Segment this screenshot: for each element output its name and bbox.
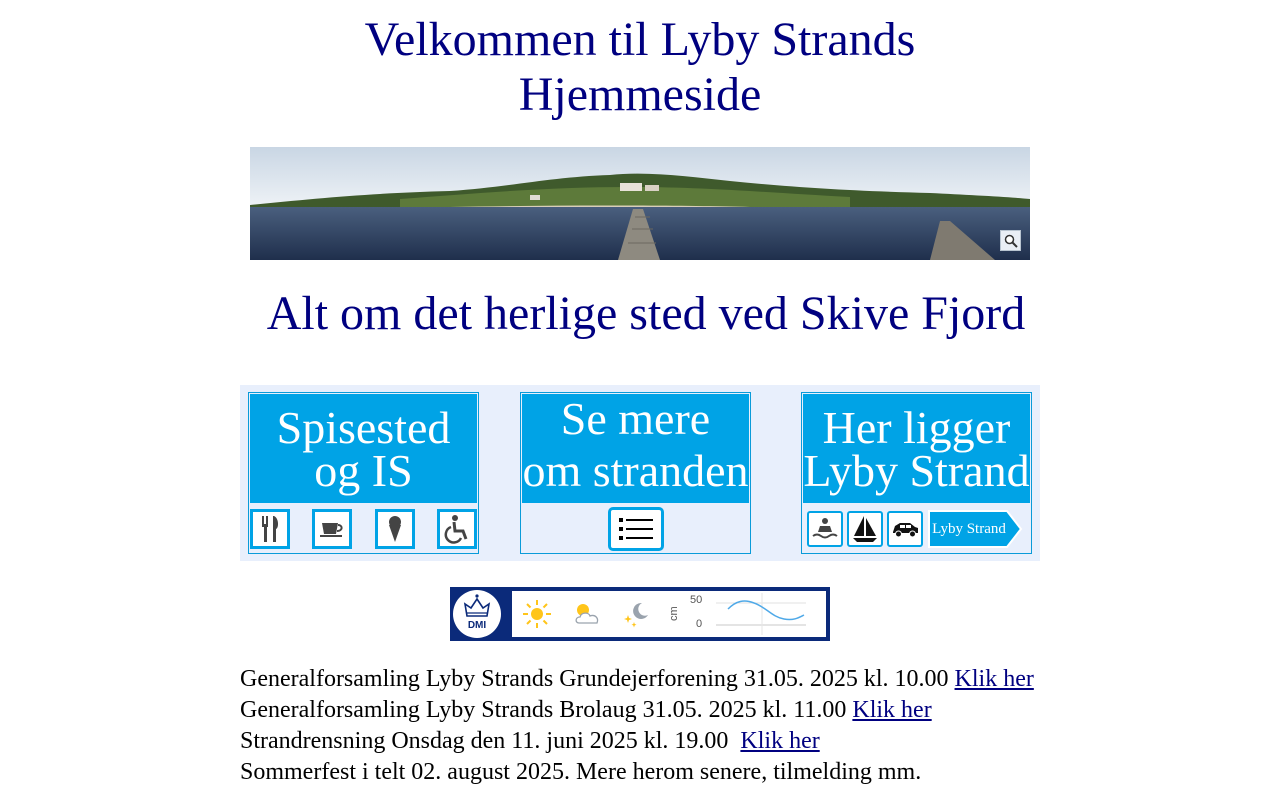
wheelchair-icon — [437, 509, 477, 549]
sun-icon — [522, 599, 552, 629]
map-link-label: Lyby Strand — [932, 520, 1006, 537]
tile-food[interactable] — [248, 392, 479, 554]
page-title-line1: Velkommen til Lyby Strands — [364, 13, 916, 66]
tide-unit-label: cm — [668, 606, 680, 621]
news-item-4 — [240, 757, 1060, 788]
tile-location[interactable] — [801, 392, 1032, 554]
panorama-banner[interactable] — [250, 147, 1030, 260]
car-icon — [887, 511, 923, 547]
tide-graph — [714, 591, 814, 637]
tile-row — [240, 385, 1040, 561]
news-item-2-text: Generalforsamling Lyby Strands Brolaug 31.05. 2025 kl. 11.00 — [240, 697, 853, 723]
news-list — [240, 664, 1060, 788]
magnifier-icon — [1004, 234, 1018, 248]
news-item-1 — [240, 664, 1060, 695]
news-item-2 — [240, 695, 1060, 726]
tile-beach-heading — [522, 394, 749, 503]
dmi-logo-text: DMI — [467, 620, 487, 631]
tile-location-heading — [803, 394, 1030, 503]
bathing-icon — [807, 511, 843, 547]
panorama-image — [250, 147, 1030, 260]
list-icon — [608, 507, 664, 551]
tide-min-label: 0 — [696, 618, 703, 630]
sailboat-icon — [847, 511, 883, 547]
coffee-cup-icon — [312, 509, 352, 549]
map-link-button[interactable] — [927, 510, 1023, 548]
tile-location-line1: Her ligger — [822, 401, 1011, 453]
tile-food-line2: og IS — [314, 444, 413, 496]
tile-food-line1: Spisested — [276, 401, 451, 453]
ice-cream-icon — [375, 509, 415, 549]
news-item-2-link[interactable]: Klik her — [852, 697, 932, 723]
news-item-1-text: Generalforsamling Lyby Strands Grundejerforening 31.05. 2025 kl. 10.00 — [240, 666, 955, 692]
cutlery-icon — [250, 509, 290, 549]
news-item-4-text: Sommerfest i telt 02. august 2025. Mere herom senere, tilmelding mm. — [240, 759, 922, 785]
tile-beach-line2: om stranden — [522, 445, 749, 496]
news-item-3-text: Strandrensning Onsdag den 11. juni 2025 kl. 19.00 — [240, 728, 741, 754]
zoom-button[interactable] — [1000, 230, 1021, 251]
news-item-3-link[interactable]: Klik her — [740, 728, 820, 754]
night-clear-icon — [622, 599, 652, 629]
dmi-weather-widget[interactable] — [450, 587, 830, 641]
tile-beach[interactable] — [520, 392, 751, 554]
tile-location-line2: Lyby Strand — [803, 444, 1030, 496]
tile-food-heading — [250, 394, 477, 503]
news-item-3 — [240, 726, 1060, 757]
tile-beach-line1: Se mere — [560, 393, 711, 444]
crown-icon — [453, 590, 501, 622]
tide-max-label: 50 — [690, 594, 703, 606]
dmi-forecast-panel — [512, 591, 826, 637]
page-title-line2: Hjemmeside — [518, 68, 762, 121]
news-item-1-link[interactable]: Klik her — [954, 666, 1034, 692]
page-subtitle: Alt om det herlige sted ved Skive Fjord — [266, 287, 1026, 340]
dmi-logo — [453, 590, 501, 638]
page-title — [0, 12, 1280, 122]
partly-cloudy-icon — [571, 599, 603, 629]
